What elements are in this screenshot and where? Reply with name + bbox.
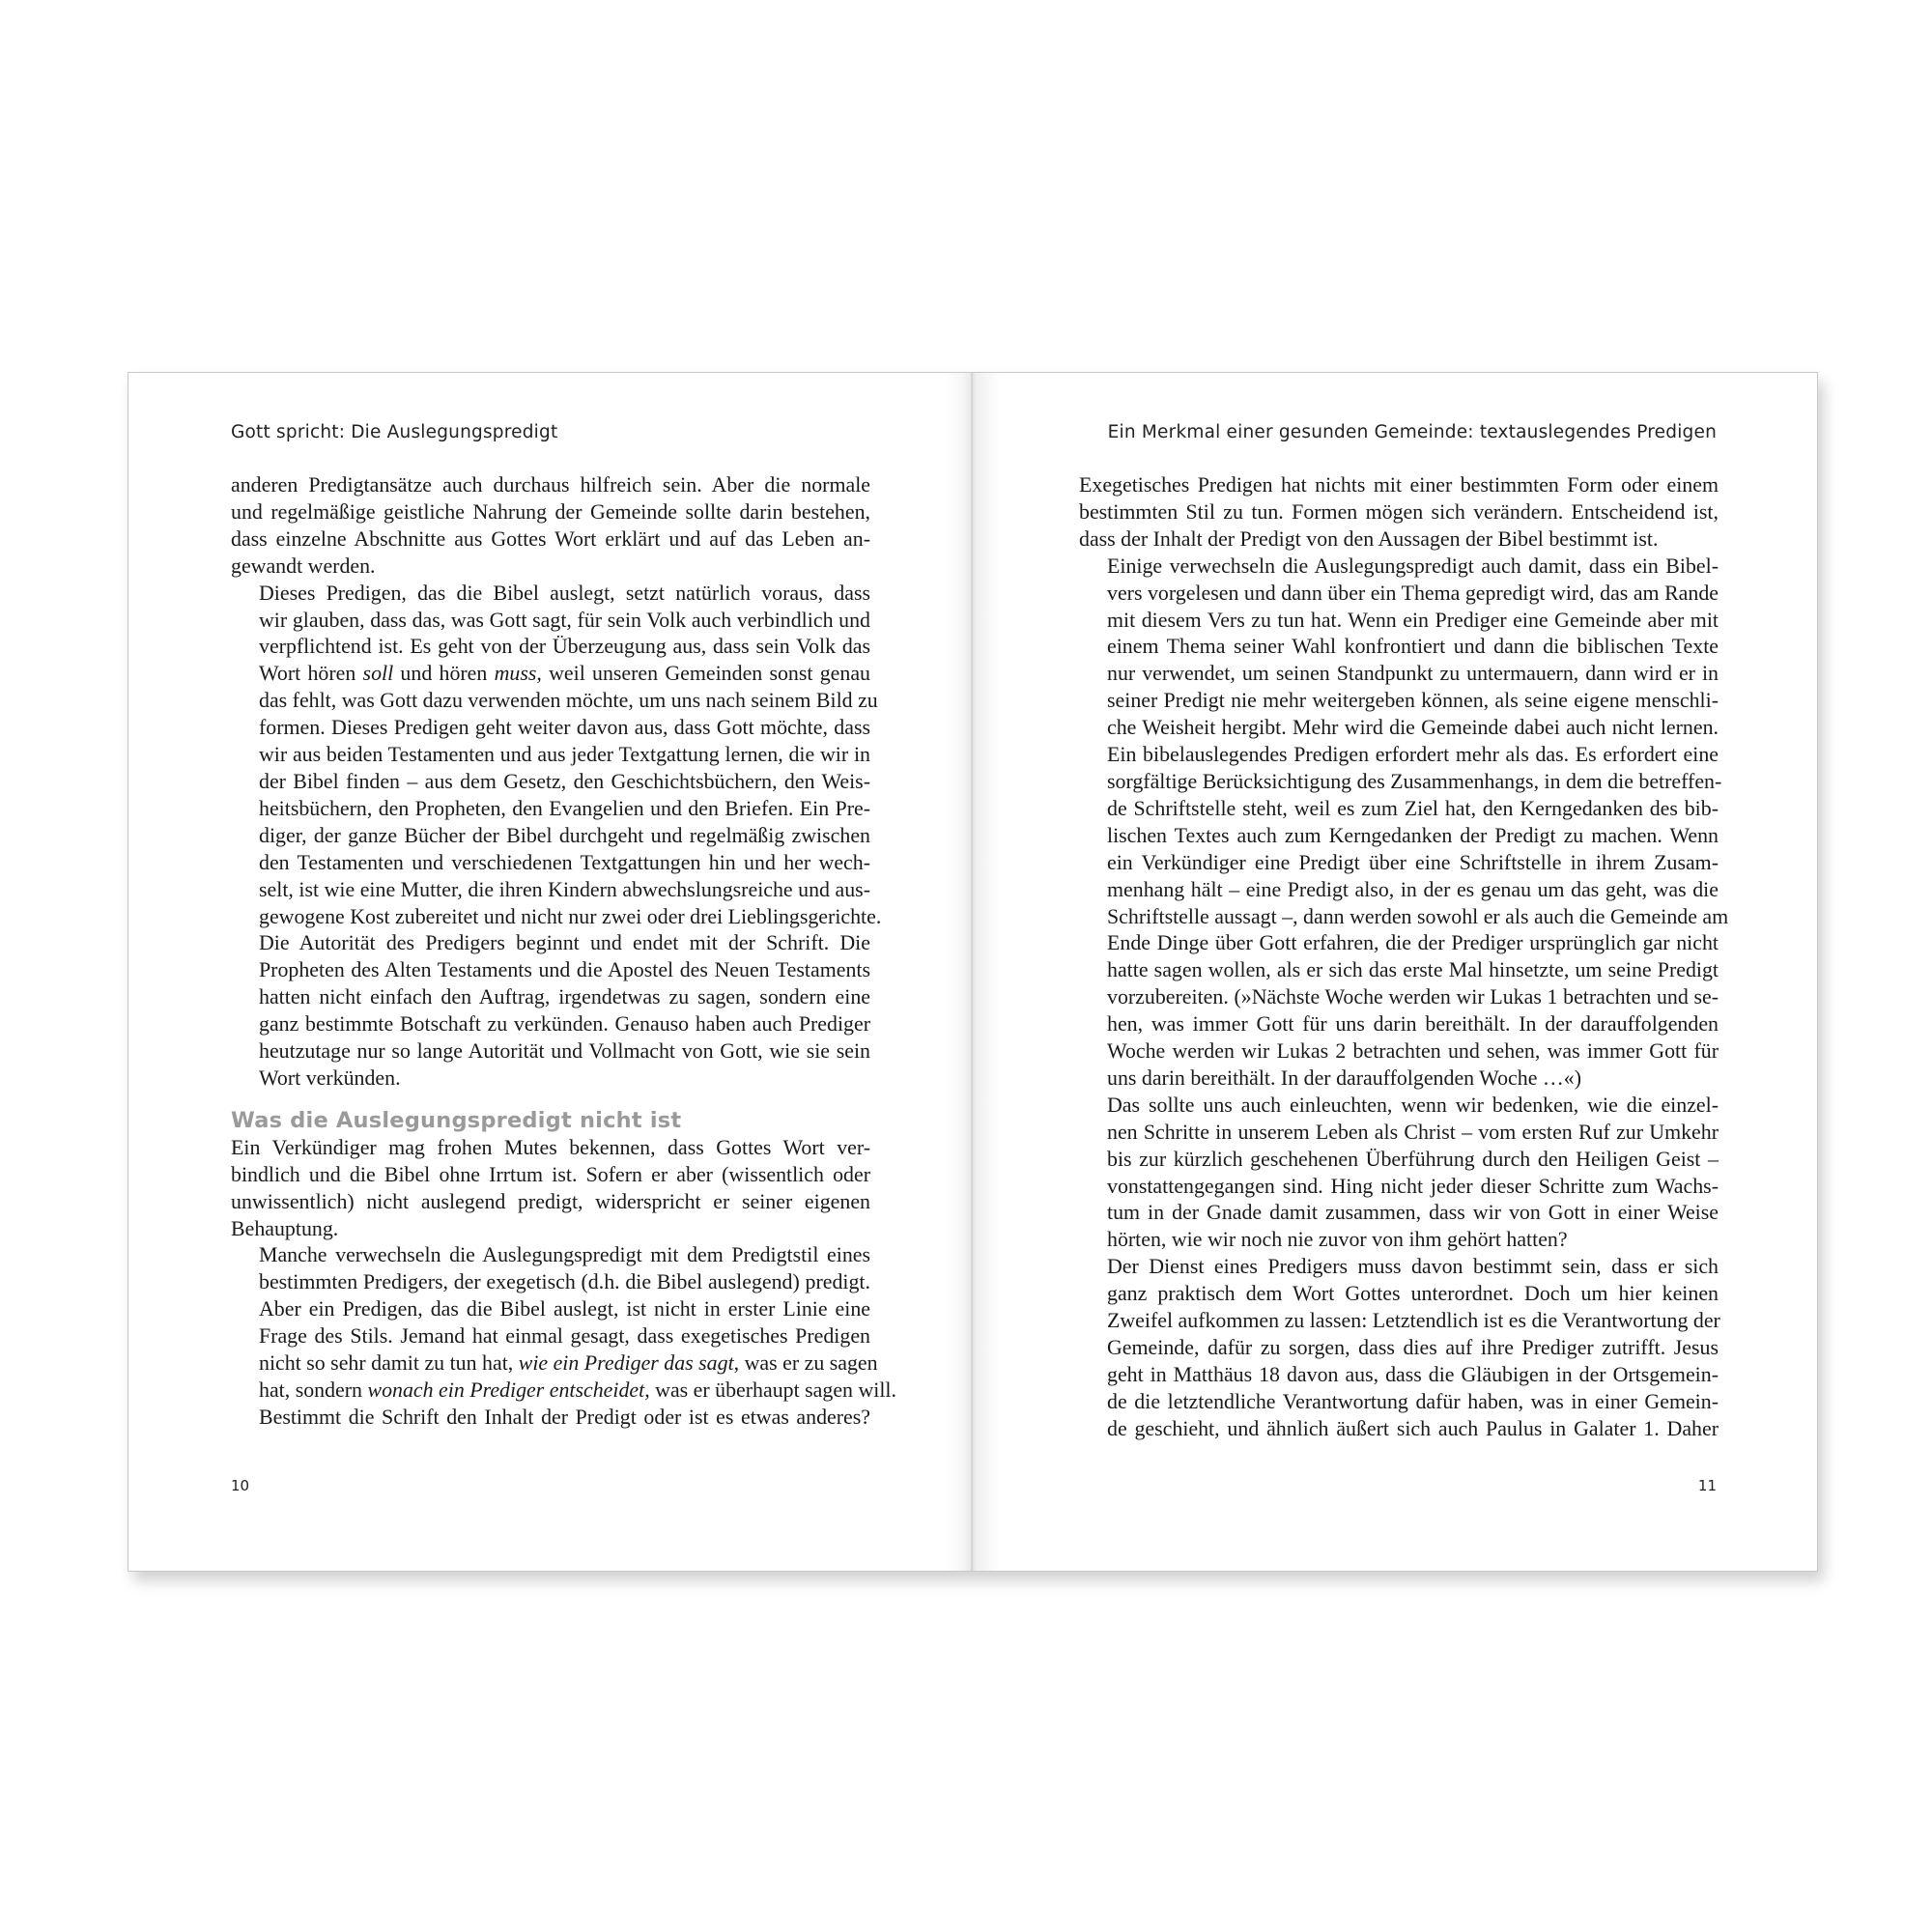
text-line: gewogene Kost zubereitet und nicht nur zwei oder drei Lieblingsgerichte.: [259, 903, 882, 928]
emphasis: wie ein Prediger das sagt: [518, 1350, 734, 1376]
text-line: hatten nicht einfach den Auftrag, irgendetwas zu sagen, sondern eine: [259, 984, 870, 1009]
text-line: formen. Dieses Predigen geht weiter davon aus, dass Gott möchte, dass: [259, 715, 870, 740]
paragraph: [1079, 553, 1729, 1092]
text-line: gewandt werden.: [231, 553, 376, 578]
text-line: Exegetisches Predigen hat nichts mit einer bestimmten Form oder einem: [1079, 472, 1719, 497]
text-line: den Testamenten und verschiedenen Textgattungen hin und her wech-: [259, 849, 870, 874]
text-line: geht in Matthäus 18 davon aus, dass die Gläubigen in der Ortsgemein-: [1107, 1361, 1719, 1386]
text-line: wir aus beiden Testamenten und aus jeder Textgattung lernen, die wir in: [259, 742, 870, 767]
text-line: dass einzelne Abschnitte aus Gottes Wort erklärt und auf das Leben an-: [231, 526, 870, 551]
left-paragraphs-before-heading: [231, 471, 882, 1092]
text-line: Propheten des Alten Testaments und die Apostel des Neuen Testaments: [259, 957, 870, 982]
text-line: wir glauben, dass das, was Gott sagt, für sein Volk auch verbindlich und: [259, 607, 870, 632]
paragraph: [231, 1134, 870, 1242]
page-number-left: 10: [231, 1477, 250, 1494]
text-line: nur verwendet, um seinen Standpunkt zu untermauern, dann wird er in: [1107, 661, 1719, 686]
text-line: che Weisheit hergibt. Mehr wird die Gemeinde dabei auch nicht lernen.: [1107, 715, 1719, 740]
text-line: der Bibel finden – aus dem Gesetz, den Geschichtsbüchern, den Weis-: [259, 768, 870, 793]
section-heading: Was die Auslegungspredigt nicht ist: [231, 1107, 682, 1133]
text-line: einem Thema seiner Wahl konfrontiert und dann die biblischen Texte: [1107, 634, 1719, 659]
text-line: unwissentlich) nicht auslegend predigt, widerspricht er seiner eigenen: [231, 1188, 870, 1213]
text-line: nen Schritte in unserem Leben als Christ – vom ersten Ruf zur Umkehr: [1107, 1119, 1719, 1144]
text-line: vonstattengegangen sind. Hing nicht jeder dieser Schritte zum Wachs-: [1107, 1173, 1719, 1198]
text-line: uns darin bereithält. In der darauffolgenden Woche …«): [1107, 1065, 1582, 1090]
text-line: Manche verwechseln die Auslegungspredigt mit dem Predigtstil eines: [259, 1242, 870, 1267]
text-line: Wort verkünden.: [259, 1065, 401, 1090]
text-line: hen, was immer Gott für uns darin bereithält. In der darauffolgenden: [1107, 1011, 1719, 1037]
text-line: Ein bibelauslegendes Predigen erfordert mehr als das. Es erfordert eine: [1107, 742, 1719, 767]
paragraph: [231, 471, 870, 580]
text-line: Einige verwechseln die Auslegungspredigt auch damit, dass ein Bibel-: [1107, 553, 1719, 578]
text-line: menhang hält – eine Predigt also, in der es genau um das geht, was die: [1107, 876, 1719, 901]
paragraph: [1079, 1092, 1719, 1253]
paragraph: [231, 929, 870, 1091]
text-line: Das sollte uns auch einleuchten, wenn wir bedenken, wie die einzel-: [1107, 1092, 1719, 1117]
emphasis: wonach ein Prediger entscheidet: [367, 1378, 645, 1402]
text-line: selt, ist wie eine Mutter, die ihren Kindern abwechslungsreiche und aus-: [259, 876, 870, 901]
book-spread: [128, 372, 1818, 1572]
text-line: de geschieht, und ähnlich äußert sich auch Paulus in Galater 1. Daher: [1107, 1415, 1719, 1440]
paragraph: [231, 580, 882, 930]
text-line: Zweifel aufkommen zu lassen: Letztendlich ist es die Verantwortung der: [1107, 1308, 1720, 1333]
text-line: Wort hören soll und hören muss, weil unseren Gemeinden sonst genau: [259, 661, 870, 686]
text-line: verpflichtend ist. Es geht von der Überzeugung aus, dass sein Volk das: [259, 634, 870, 659]
left-page: [128, 373, 971, 1571]
paragraph: [1079, 1253, 1719, 1441]
text-line: tum in der Gnade damit zusammen, dass wir von Gott in einer Weise: [1107, 1200, 1719, 1225]
text-line: heitsbüchern, den Propheten, den Evangelien und den Briefen. Ein Pre-: [259, 795, 870, 820]
text-line: hatte sagen wollen, als er sich das erste Mal hinsetzte, um seine Predigt: [1107, 957, 1719, 982]
text-line: und regelmäßige geistliche Nahrung der Gemeinde sollte darin bestehen,: [231, 498, 870, 524]
left-paragraphs-after-heading: [231, 1134, 896, 1431]
text-line: lischen Textes auch zum Kerngedanken der Predigt zu machen. Wenn: [1107, 822, 1719, 847]
paragraph: [231, 1241, 896, 1430]
text-line: dass der Inhalt der Predigt von den Aussagen der Bibel bestimmt ist.: [1079, 526, 1659, 551]
text-line: ganz praktisch dem Wort Gottes unterordnet. Doch um hier keinen: [1107, 1281, 1719, 1306]
right-page-body: [1079, 471, 1729, 1442]
text-line: ganz bestimmte Botschaft zu verkünden. Genauso haben auch Prediger: [259, 1011, 870, 1037]
text-line: Frage des Stils. Jemand hat einmal gesagt, dass exegetisches Predigen: [259, 1323, 870, 1349]
text-line: Woche werden wir Lukas 2 betrachten und sehen, was immer Gott für: [1107, 1038, 1719, 1064]
emphasis: soll: [362, 661, 394, 686]
text-line: bis zur kürzlich geschehenen Überführung durch den Heiligen Geist –: [1107, 1146, 1719, 1171]
emphasis: muss: [494, 661, 537, 686]
text-line: hat, sondern wonach ein Prediger entscheidet, was er überhaupt sagen will.: [259, 1378, 896, 1402]
text-line: Aber ein Predigen, das die Bibel auslegt, ist nicht in erster Linie eine: [259, 1296, 870, 1321]
text-line: Ende Dinge über Gott erfahren, die der Prediger ursprünglich gar nicht: [1107, 930, 1719, 955]
left-page-body: [231, 471, 896, 1431]
text-line: diger, der ganze Bücher der Bibel durchgeht und regelmäßig zwischen: [259, 822, 870, 847]
text-line: de Schriftstelle steht, weil es zum Ziel hat, den Kerngedanken des bib-: [1107, 795, 1719, 820]
text-line: heutzutage nur so lange Autorität und Vollmacht von Gott, wie sie sein: [259, 1038, 870, 1064]
text-line: mit diesem Vers zu tun hat. Wenn ein Prediger eine Gemeinde aber mit: [1107, 607, 1719, 632]
text-line: bestimmten Stil zu tun. Formen mögen sich verändern. Entscheidend ist,: [1079, 498, 1719, 524]
text-line: Dieses Predigen, das die Bibel auslegt, setzt natürlich voraus, dass: [259, 580, 870, 605]
text-line: Bestimmt die Schrift den Inhalt der Predigt oder ist es etwas anderes?: [259, 1404, 870, 1429]
text-line: anderen Predigtansätze auch durchaus hilfreich sein. Aber die normale: [231, 472, 870, 497]
text-line: vorzubereiten. (»Nächste Woche werden wir Lukas 1 betrachten und se-: [1107, 984, 1719, 1009]
text-line: Ein Verkündiger mag frohen Mutes bekennen, dass Gottes Wort ver-: [231, 1134, 870, 1159]
text-line: bestimmten Predigers, der exegetisch (d.h. die Bibel auslegend) predigt.: [259, 1269, 870, 1294]
text-line: Die Autorität des Predigers beginnt und endet mit der Schrift. Die: [259, 930, 870, 955]
right-page: [973, 373, 1817, 1571]
text-line: sorgfältige Berücksichtigung des Zusammenhangs, in dem die betreffen-: [1107, 768, 1722, 793]
text-line: ein Verkündiger eine Predigt über eine Schriftstelle in ihrem Zusam-: [1107, 849, 1719, 874]
text-line: Schriftstelle aussagt –, dann werden sowohl er als auch die Gemeinde am: [1107, 903, 1729, 928]
text-line: vers vorgelesen und dann über ein Thema gepredigt wird, das am Rande: [1107, 580, 1719, 605]
text-line: das fehlt, was Gott dazu verwenden möchte, um uns nach seinem Bild zu: [259, 688, 878, 713]
running-head-right: Ein Merkmal einer gesunden Gemeinde: textauslegendes Predigen: [1107, 422, 1717, 442]
text-line: hörten, wie wir noch nie zuvor von ihm gehört hatten?: [1107, 1227, 1568, 1252]
page-number-right: 11: [1697, 1477, 1717, 1494]
running-head-left: Gott spricht: Die Auslegungspredigt: [231, 422, 558, 442]
text-line: bindlich und die Bibel ohne Irrtum ist. Sofern er aber (wissentlich oder: [231, 1161, 870, 1186]
text-line: de die letztendliche Verantwortung dafür haben, was in einer Gemein-: [1107, 1388, 1719, 1413]
text-line: Gemeinde, dafür zu sorgen, dass dies auf ihre Prediger zutrifft. Jesus: [1107, 1335, 1719, 1359]
text-line: Behauptung.: [231, 1215, 339, 1240]
text-line: nicht so sehr damit zu tun hat, wie ein Prediger das sagt, was er zu sagen: [259, 1350, 878, 1376]
paragraph: [1079, 471, 1719, 553]
text-line: Der Dienst eines Predigers muss davon bestimmt sein, dass er sich: [1107, 1254, 1719, 1279]
text-line: seiner Predigt nie mehr weitergeben können, als seine eigene menschli-: [1107, 688, 1719, 713]
